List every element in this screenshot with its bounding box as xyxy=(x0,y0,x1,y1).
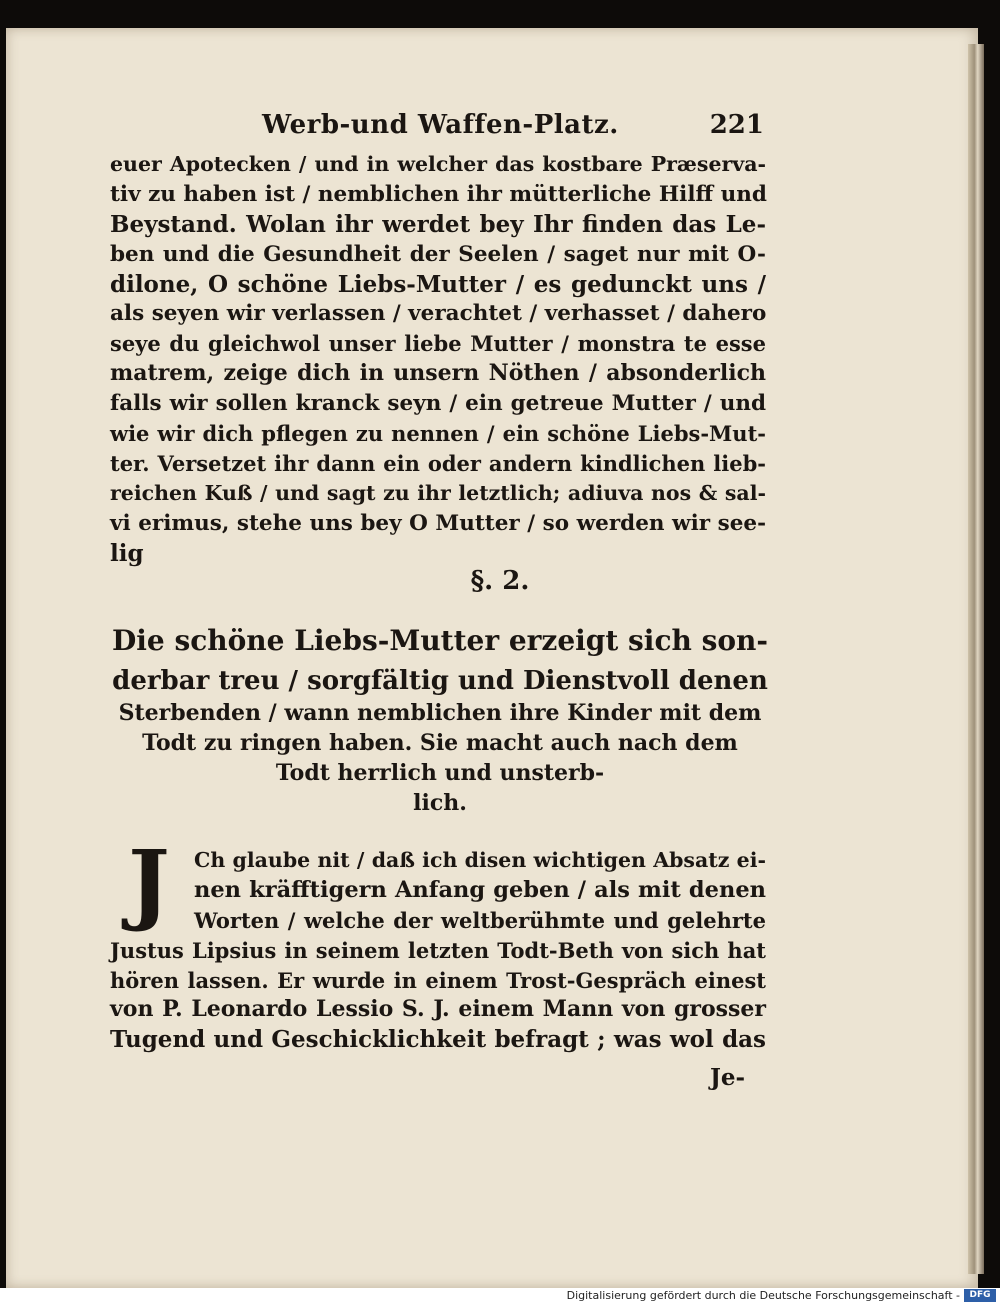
heading-line: Sterbenden / wann nemblichen ihre Kinder mit dem xyxy=(118,700,762,726)
text-line: ben und die Gesundheit der Seelen / saget nur mit O- xyxy=(110,241,766,267)
text-line: matrem, zeige dich in unsern Nöthen / absonderlich xyxy=(110,360,766,387)
text-line: euer Apotecken / und in welcher das kostbare Præserva- xyxy=(110,152,766,176)
running-title: Werb-und Waffen-Platz. xyxy=(262,110,619,140)
text-line: wie wir dich pflegen zu nennen / ein schöne Liebs-Mut- xyxy=(110,421,766,447)
catchword: Je- xyxy=(710,1064,746,1091)
text-line: von P. Leonardo Lessio S. J. einem Mann von grosser xyxy=(110,996,766,1023)
text-line: Tugend und Geschicklichkeit befragt ; was wol das xyxy=(110,1026,766,1054)
running-head xyxy=(112,108,764,146)
page-number: 221 xyxy=(709,110,764,140)
text-line: Worten / welche der weltberühmte und gelehrte xyxy=(194,907,766,933)
heading-line: Die schöne Liebs-Mutter erzeigt sich son- xyxy=(111,624,769,657)
text-line: falls wir sollen kranck seyn / ein getreue Mutter / und xyxy=(110,391,766,417)
text-line: Ch glaube nit / daß ich disen wichtigen Absatz ei- xyxy=(194,848,766,872)
text-line: tiv zu haben ist / nemblichen ihr mütterliche Hilff und xyxy=(110,181,767,207)
paragraph-1 xyxy=(110,150,766,568)
text-line: reichen Kuß / und sagt zu ihr letztlich; adiuva nos & sal- xyxy=(110,480,766,505)
paragraph-2 xyxy=(110,846,766,1055)
section-number: §. 2. xyxy=(470,566,530,596)
text-line: seye du gleichwol unser liebe Mutter / monstra te esse xyxy=(110,331,766,357)
text-line: als seyen wir verlassen / verachtet / verhasset / dahero xyxy=(110,301,767,327)
heading-line: derbar treu / sorgfältig und Dienstvoll denen xyxy=(112,666,768,696)
heading-line: Todt herrlich und unsterb- xyxy=(275,760,605,786)
text-line: vi erimus, stehe uns bey O Mutter / so werden wir see- xyxy=(110,510,766,536)
text-line: Justus Lipsius in seinem letzten Todt-Beth von sich hat xyxy=(110,937,766,963)
text-line: ter. Versetzet ihr dann ein oder andern kindlichen lieb- xyxy=(110,450,766,476)
funding-notice: Digitalisierung gefördert durch die Deutsche Forschungsgemeinschaft - xyxy=(566,1289,960,1302)
text-line: dilone, O schöne Liebs-Mutter / es gedunckt uns / xyxy=(110,270,766,298)
dfg-logo: DFG xyxy=(964,1289,996,1302)
text-line: Beystand. Wolan ihr werdet bey Ihr finden das Le- xyxy=(110,210,766,238)
heading-line: lich. xyxy=(413,790,467,816)
text-line: nen kräfftigern Anfang geben / als mit denen xyxy=(194,876,766,903)
page-edge xyxy=(968,44,984,1274)
text-line: lig xyxy=(110,539,144,567)
heading-line: Todt zu ringen haben. Sie macht auch nach dem xyxy=(142,730,738,756)
decorated-initial: J xyxy=(128,830,170,934)
text-line: hören lassen. Er wurde in einem Trost-Gespräch einest xyxy=(110,967,766,993)
section-heading xyxy=(110,618,770,818)
